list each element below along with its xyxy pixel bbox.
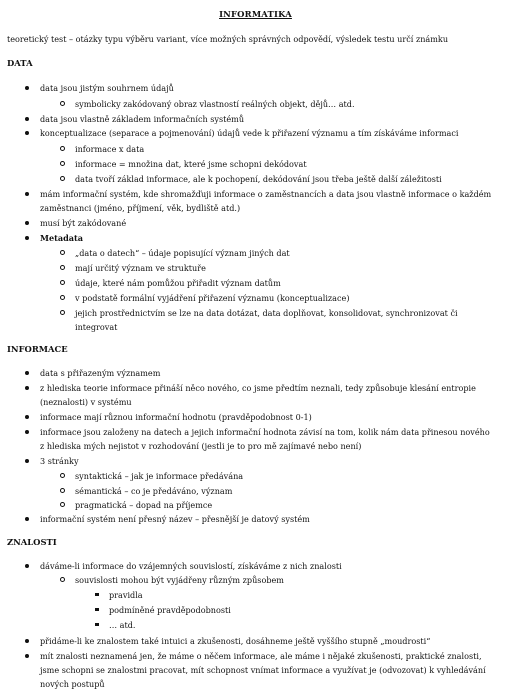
list-item: musí být zakódované — [40, 218, 127, 228]
list-item: syntaktická – jak je informace předávána — [75, 471, 244, 481]
list-item: informace = množina dat, které jsme schopni dekódovat — [75, 159, 307, 169]
list-item: data tvoří základ informace, ale k pochopení, dekódování jsou třeba ještě další záležitosti — [75, 174, 442, 184]
list-item: data jsou jistým souhrnem údajů — [40, 83, 174, 93]
list-item: pragmatická – dopad na příjemce — [75, 500, 213, 510]
list-item: informace mají různou informační hodnotu (pravděpodobnost 0-1) — [40, 412, 312, 422]
list-item: mají určitý význam ve struktuře — [75, 263, 206, 273]
list-item: data jsou vlastně základem informačních systémů — [40, 114, 245, 124]
list-item: konceptualizace (separace a pojmenování) údajů vede k přiřazení významu a tím získáváme informaci — [40, 128, 459, 138]
list-item: sémantická – co je předáváno, význam — [75, 486, 233, 496]
list-item: přidáme-li ke znalostem také intuici a zkušenosti, dosáhneme ještě vyššího stupně „moudrosti“ — [40, 636, 431, 646]
list-item: symbolicky zakódovaný obraz vlastností reálných objekt, dějů… atd. — [75, 99, 355, 109]
section-heading-informace: INFORMACE — [7, 344, 68, 354]
list-item: informace x data — [75, 144, 145, 154]
list-item: jejich prostřednictvím se lze na data dotázat, data doplňovat, konsolidovat, synchronizovat či — [75, 308, 458, 318]
list-item: 3 stránky — [40, 456, 79, 466]
list-item-continuation: nových postupů — [40, 679, 105, 689]
list-item-metadata: Metadata — [40, 233, 83, 243]
list-item: informační systém není přesný název – přesnější je datový systém — [40, 514, 310, 524]
list-item: informace jsou založeny na datech a jejich informační hodnota závisí na tom, kolik nám data přinesou nového — [40, 427, 490, 437]
list-item: pravidla — [109, 590, 143, 600]
list-item: údaje, které nám pomůžou přiřadit význam datům — [75, 278, 281, 288]
list-item: … atd. — [109, 620, 136, 630]
list-item: z hlediska teorie informace přináší něco nového, co jsme předtím neznali, tedy způsobuje klesání entropie — [40, 383, 476, 393]
list-item-continuation: z hlediska mých nejistot v rozhodování (jestli je to pro mě zajímavé nebo není) — [40, 441, 362, 451]
list-item: souvislosti mohou být vyjádřeny různým způsobem — [75, 575, 284, 585]
list-item-continuation: zaměstnanci (jméno, příjmení, věk, bydliště atd.) — [40, 203, 241, 213]
section-heading-znalosti: ZNALOSTI — [7, 537, 57, 547]
list-item-continuation: integrovat — [75, 322, 118, 332]
list-item: mít znalosti neznamená jen, že máme o něčem informace, ale máme i nějaké zkušenosti, praktické znalosti, — [40, 651, 482, 661]
list-item: v podstatě formální vyjádření přiřazení významu (konceptualizace) — [75, 293, 350, 303]
list-item-continuation: (neznalosti) v systému — [40, 397, 132, 407]
list-item-continuation: jsme schopni se znalostmi pracovat, mít schopnost vnímat informace a využívat je (odvozovat) k vyhledávání — [40, 665, 486, 675]
list-item: podmíněné pravděpodobnosti — [109, 605, 231, 615]
section-heading-data: DATA — [7, 58, 33, 68]
list-item: dáváme-li informace do vzájemných souvislostí, získáváme z nich znalosti — [40, 561, 342, 571]
intro-text: teoretický test – otázky typu výběru variant, více možných správných odpovědí, výsledek testu určí známku — [7, 34, 449, 44]
list-item: „data o datech“ – údaje popisující význam jiných dat — [75, 248, 290, 258]
document-title: INFORMATIKA — [219, 9, 292, 19]
list-item: mám informační systém, kde shromažďuji informace o zaměstnancích a data jsou vlastně informace o každém — [40, 189, 492, 199]
list-item: data s přiřazeným významem — [40, 368, 161, 378]
